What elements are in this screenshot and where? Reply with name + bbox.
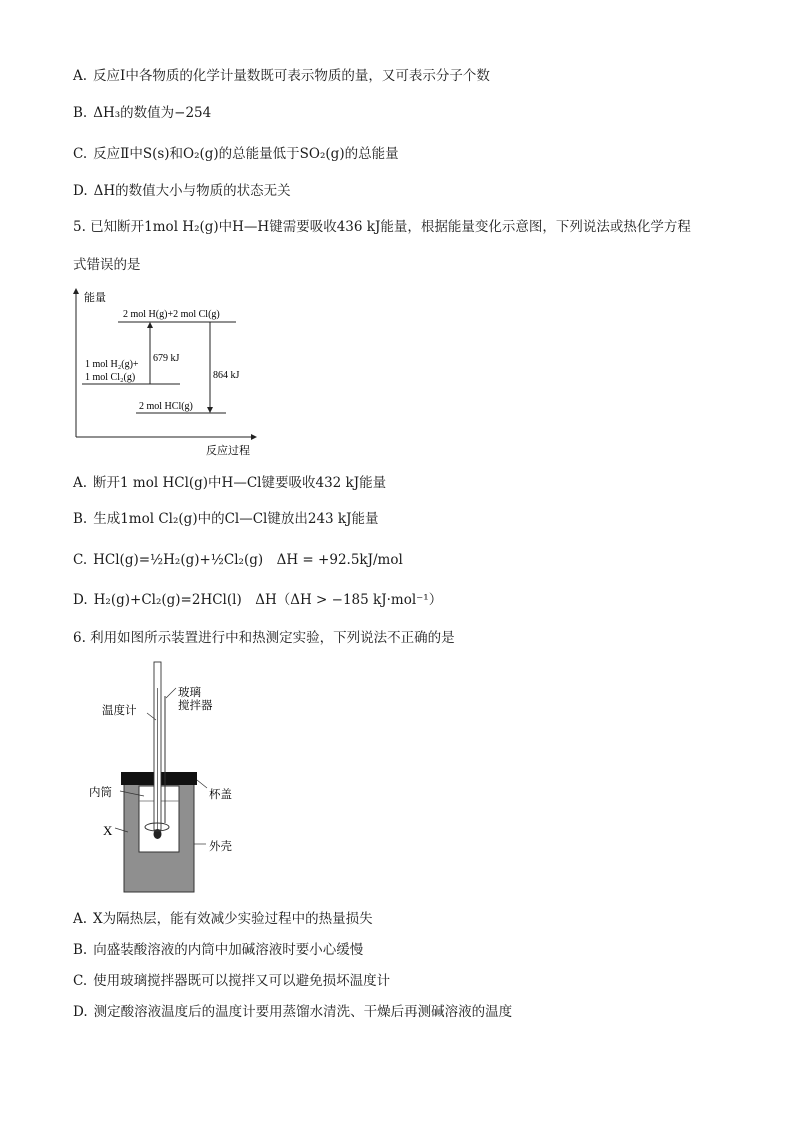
q5-option-b (73, 510, 379, 528)
option-text: ΔH的数值大小与物质的状态无关 (93, 183, 291, 199)
products-label: 2 mol HCl(g) (139, 401, 193, 412)
q4-option-d (73, 182, 291, 200)
q5-option-a (73, 474, 386, 492)
stirrer-label-1: 玻璃 (178, 687, 201, 699)
calorimeter-diagram (84, 658, 254, 898)
option-label: A. (73, 911, 88, 927)
q6-option-d (73, 1003, 512, 1021)
lid-label: 杯盖 (209, 789, 232, 801)
option-text: 向盛装酸溶液的内筒中加碱溶液时要小心缓慢 (93, 942, 364, 958)
option-label: B. (73, 942, 88, 958)
q4-option-a (73, 67, 490, 85)
option-text: 断开1 mol HCl(g)中H—Cl键要吸收432 kJ能量 (93, 475, 387, 491)
energy-up-label: 679 kJ (153, 353, 180, 364)
stirrer-label-2: 搅拌器 (178, 700, 213, 712)
q6-option-a (73, 910, 373, 928)
option-text: ΔH₃的数值为−254 (93, 105, 212, 121)
q5-stem-line2: 式错误的是 (73, 257, 141, 273)
option-label: A. (73, 68, 88, 84)
option-text: 测定酸溶液温度后的温度计要用蒸馏水清洗、干燥后再测碱溶液的温度 (93, 1004, 513, 1020)
energy-diagram (66, 285, 266, 460)
q4-option-b (73, 104, 211, 122)
y-axis-label: 能量 (84, 292, 106, 304)
q5-option-d (73, 591, 442, 609)
q4-option-c (73, 145, 399, 163)
option-label: C. (73, 146, 88, 162)
top-level-label: 2 mol H(g)+2 mol Cl(g) (123, 309, 220, 320)
reactants-label-2: 1 mol Cl₂(g) (85, 372, 136, 383)
option-label: D. (73, 1004, 88, 1020)
q6-stem: 6. 利用如图所示装置进行中和热测定实验，下列说法不正确的是 (73, 630, 455, 646)
option-text: HCl(g)=½H₂(g)+½Cl₂(g) ΔH = +92.5kJ/mol (93, 552, 403, 568)
option-label: B. (73, 105, 88, 121)
reactants-label-1: 1 mol H₂(g)+ (85, 359, 139, 370)
q5-option-c (73, 551, 403, 569)
q5-stem-line1: 5. 已知断开1mol H₂(g)中H—H键需要吸收436 kJ能量，根据能量变化示意图，下列说法或热化学方程 (73, 219, 691, 235)
option-label: D. (73, 592, 88, 608)
energy-down-label: 864 kJ (213, 370, 240, 381)
x-axis-label: 反应过程 (206, 445, 250, 457)
option-label: C. (73, 973, 88, 989)
option-label: C. (73, 552, 88, 568)
outer-label: 外壳 (209, 841, 232, 853)
option-label: A. (73, 475, 88, 491)
option-text: 使用玻璃搅拌器既可以搅拌又可以避免损坏温度计 (93, 973, 391, 989)
option-label: B. (73, 511, 88, 527)
inner-label: 内筒 (89, 787, 112, 799)
q6-option-c (73, 972, 390, 990)
option-label: D. (73, 183, 88, 199)
option-text: 反应Ⅰ中各物质的化学计量数既可表示物质的量，又可表示分子个数 (93, 68, 490, 84)
option-text: X为隔热层，能有效减少实验过程中的热量损失 (93, 911, 373, 927)
thermometer-label: 温度计 (102, 705, 137, 717)
option-text: 生成1mol Cl₂(g)中的Cl—Cl键放出243 kJ能量 (93, 511, 379, 527)
q6-option-b (73, 941, 363, 959)
option-text: H₂(g)+Cl₂(g)=2HCl(l) ΔH（ΔH > −185 kJ·mol⁻¹） (93, 592, 443, 608)
option-text: 反应Ⅱ中S(s)和O₂(g)的总能量低于SO₂(g)的总能量 (93, 146, 399, 162)
x-label: X (103, 823, 113, 838)
